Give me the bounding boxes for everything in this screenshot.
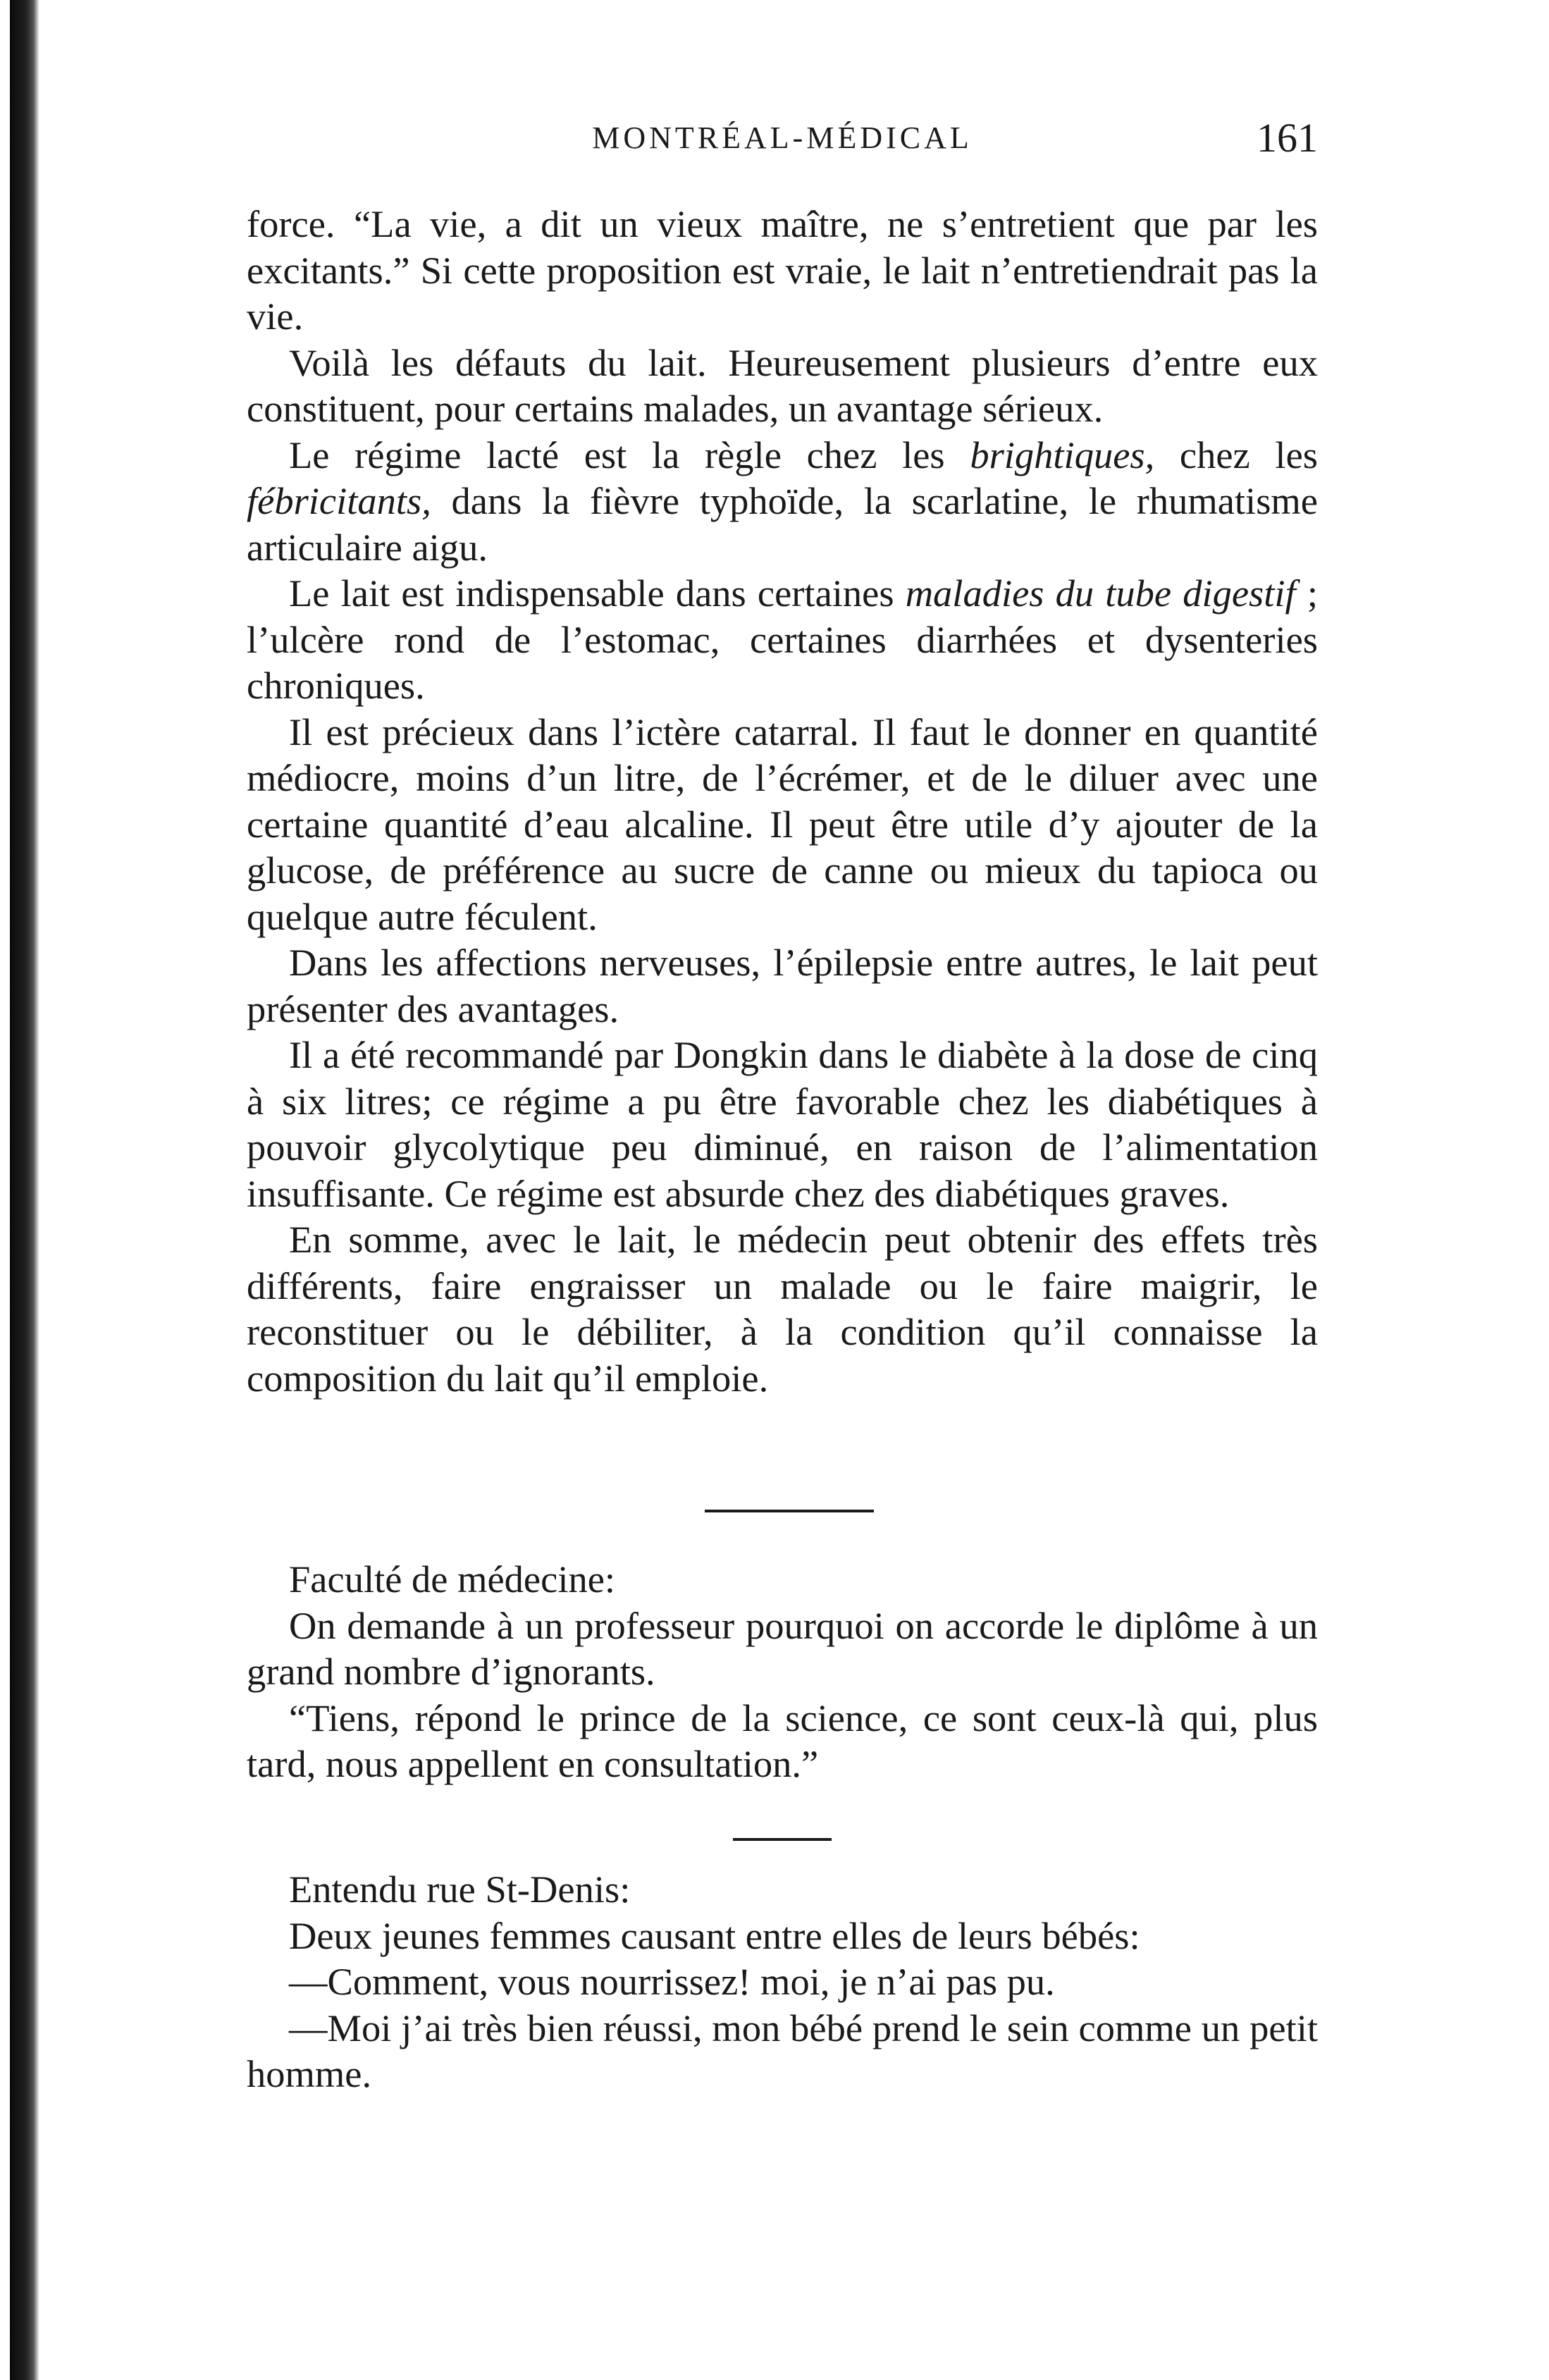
anecdote-1-paragraph-2: “Tiens, répond le prince de la science, ce sont ceux-là qui, plus tard, nous appellent en consultation.” bbox=[247, 1696, 1318, 1785]
anecdote-1-heading: Faculté de médecine: bbox=[289, 1558, 616, 1601]
page-number: 161 bbox=[1257, 115, 1318, 161]
anecdote-1-paragraph-1: On demande à un professeur pourquoi on accorde le diplôme à un grand nombre d’ignorants. bbox=[247, 1603, 1318, 1693]
article-body bbox=[247, 201, 1318, 1401]
paragraph-5: Il est précieux dans l’ictère catarral. Il faut le donner en quantité médiocre, moins d’un litre, de l’écrémer, et de le diluer avec une certaine quantité d’eau alcaline. Il peut être utile d’y ajouter de la glucose, de préférence au sucre de canne ou mieux du tapioca ou quelque autre féculent. bbox=[247, 710, 1318, 938]
anecdote-faculte bbox=[247, 1556, 1318, 1787]
italic-term-brightiques: brightiques, bbox=[970, 433, 1155, 476]
paragraph-2: Voilà les défauts du lait. Heureusement plusieurs d’entre eux constituent, pour certains malades, un avantage sérieux. bbox=[247, 340, 1318, 430]
paragraph-4-text-a: Le lait est indispensable dans certaines bbox=[289, 572, 906, 615]
anecdote-2-paragraph-1: Deux jeunes femmes causant entre elles de leurs bébés: bbox=[289, 1913, 1140, 1957]
paragraph-4 bbox=[247, 570, 1318, 709]
paragraph-6: Dans les affections nerveuses, l’épilepsie entre autres, le lait peut présenter des avantages. bbox=[247, 941, 1318, 1030]
italic-term-maladies-tube-digestif: maladies du tube digestif bbox=[905, 572, 1296, 615]
journal-title: MONTRÉAL-MÉDICAL bbox=[592, 121, 973, 155]
italic-term-febricitants: fébricitants, bbox=[247, 479, 431, 522]
anecdote-2-heading: Entendu rue St-Denis: bbox=[289, 1868, 631, 1911]
paragraph-3-text-b: chez les bbox=[1154, 433, 1318, 476]
page-binding-edge bbox=[10, 0, 39, 2380]
running-header bbox=[247, 114, 1318, 171]
section-divider-1 bbox=[705, 1510, 874, 1512]
paragraph-3-text-a: Le régime lacté est la règle chez les bbox=[289, 433, 970, 476]
anecdote-2-paragraph-3: —Moi j’ai très bien réussi, mon bébé prend le sein comme un petit homme. bbox=[247, 2006, 1318, 2095]
paragraph-7: Il a été recommandé par Dongkin dans le diabète à la dose de cinq à six litres; ce régime a pu être favorable chez les diabétiques à pouvoir glycolytique peu diminué, en raison de l’alimentation insuffisante. Ce régime est absurde chez des diabétiques graves. bbox=[247, 1033, 1318, 1215]
paragraph-4-text-b: ; l’ulcère rond de l’estomac, certaines diarrhées et dysenteries chroniques. bbox=[247, 572, 1318, 707]
paragraph-3-text-c: dans la fièvre typhoïde, la scarlatine, le rhumatisme articulaire aigu. bbox=[247, 479, 1318, 569]
anecdote-st-denis bbox=[247, 1866, 1318, 2097]
paragraph-8: En somme, avec le lait, le médecin peut obtenir des effets très différents, faire engraisser un malade ou le faire maigrir, le reconstituer ou le débiliter, à la condition qu’il connaisse la composition du lait qu’il emploie. bbox=[247, 1218, 1318, 1400]
paragraph-1: force. “La vie, a dit un vieux maître, ne s’entretient que par les excitants.” Si cette proposition est vraie, le lait n’entretiendrait pas la vie. bbox=[247, 202, 1318, 338]
section-divider-2 bbox=[733, 1838, 832, 1841]
paragraph-3 bbox=[247, 432, 1318, 571]
anecdote-2-paragraph-2: —Comment, vous nourrissez! moi, je n’ai pas pu. bbox=[289, 1960, 1055, 2003]
